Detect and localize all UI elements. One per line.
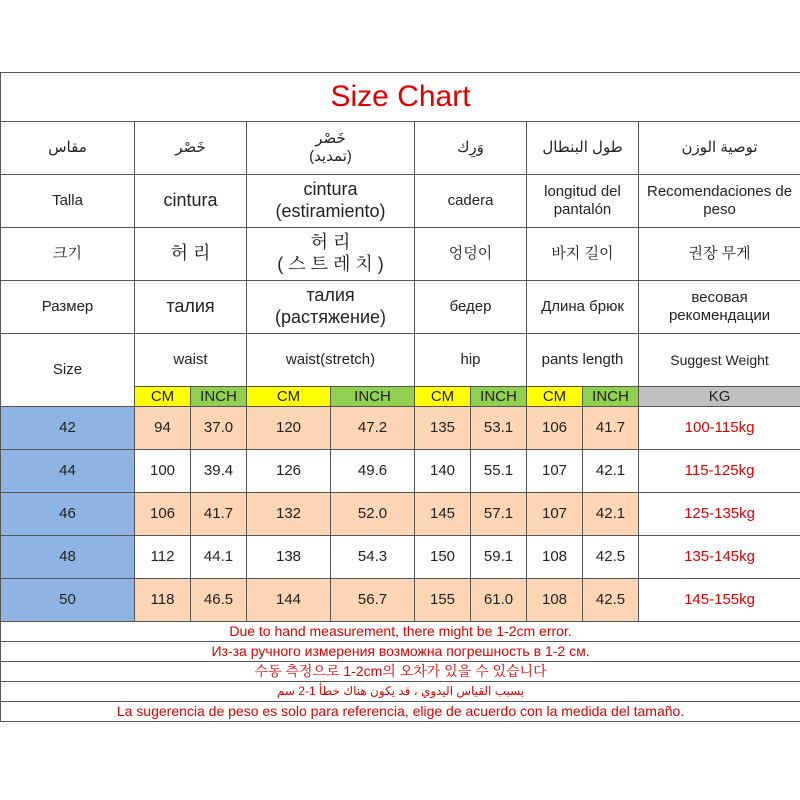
value-cell-len-in: 42.5 — [583, 579, 639, 622]
value-cell-stretch-cm: 144 — [247, 579, 331, 622]
value-cell-waist-cm: 100 — [135, 450, 191, 493]
title-row — [1, 73, 800, 122]
value-cell-waist-in: 46.5 — [191, 579, 247, 622]
header-en-size: Size — [1, 334, 135, 407]
note-row — [1, 622, 800, 642]
header-en-hip: hip — [415, 334, 527, 387]
unit-inch: INCH — [471, 387, 527, 407]
header-ar-waist: خَصْر — [135, 122, 247, 175]
value-cell-stretch-in: 47.2 — [331, 407, 415, 450]
note-text: 수동 측정으로 1-2cm의 오차가 있을 수 있습니다 — [1, 662, 800, 682]
weight-cell: 115-125kg — [639, 450, 800, 493]
note-row — [1, 662, 800, 682]
weight-cell: 125-135kg — [639, 493, 800, 536]
size-cell: 42 — [1, 407, 135, 450]
header-ar-hip: وَرِك — [415, 122, 527, 175]
header-row-es — [1, 175, 800, 228]
note-row — [1, 682, 800, 702]
note-text: Due to hand measurement, there might be 1-2cm error. — [1, 622, 800, 642]
weight-cell: 135-145kg — [639, 536, 800, 579]
size-cell: 48 — [1, 536, 135, 579]
size-cell: 50 — [1, 579, 135, 622]
value-cell-hip-cm: 155 — [415, 579, 471, 622]
size-chart-table — [0, 72, 800, 722]
header-ko-pants-length: 바지 길이 — [527, 228, 639, 281]
header-ru-waist-stretch: талия (растяжение) — [247, 281, 415, 334]
value-cell-hip-in: 61.0 — [471, 579, 527, 622]
table-row — [1, 579, 800, 622]
unit-cm: CM — [247, 387, 331, 407]
header-ru-pants-length: Длина брюк — [527, 281, 639, 334]
value-cell-hip-cm: 135 — [415, 407, 471, 450]
value-cell-waist-cm: 94 — [135, 407, 191, 450]
weight-cell: 100-115kg — [639, 407, 800, 450]
value-cell-len-in: 42.1 — [583, 450, 639, 493]
value-cell-stretch-in: 54.3 — [331, 536, 415, 579]
value-cell-len-cm: 106 — [527, 407, 583, 450]
value-cell-stretch-in: 52.0 — [331, 493, 415, 536]
value-cell-stretch-cm: 126 — [247, 450, 331, 493]
value-cell-len-cm: 107 — [527, 450, 583, 493]
note-text: La sugerencia de peso es solo para referencia, elige de acuerdo con la medida del tamaño. — [1, 702, 800, 722]
value-cell-stretch-cm: 138 — [247, 536, 331, 579]
unit-cm: CM — [135, 387, 191, 407]
value-cell-hip-in: 55.1 — [471, 450, 527, 493]
unit-cm: CM — [415, 387, 471, 407]
header-ko-waist-stretch: 허 리 ( 스 트 레 치 ) — [247, 228, 415, 281]
header-es-hip: cadera — [415, 175, 527, 228]
header-ru-suggest-weight: весовая рекомендации — [639, 281, 800, 334]
table-row — [1, 536, 800, 579]
value-cell-stretch-cm: 132 — [247, 493, 331, 536]
value-cell-waist-cm: 112 — [135, 536, 191, 579]
note-row — [1, 702, 800, 722]
value-cell-waist-in: 44.1 — [191, 536, 247, 579]
header-ar-size: مقاس — [1, 122, 135, 175]
value-cell-hip-cm: 140 — [415, 450, 471, 493]
size-cell: 46 — [1, 493, 135, 536]
value-cell-len-in: 42.5 — [583, 536, 639, 579]
value-cell-hip-cm: 150 — [415, 536, 471, 579]
value-cell-len-cm: 108 — [527, 579, 583, 622]
chart-title: Size Chart — [1, 73, 800, 122]
size-cell: 44 — [1, 450, 135, 493]
value-cell-waist-cm: 118 — [135, 579, 191, 622]
value-cell-len-in: 41.7 — [583, 407, 639, 450]
note-text: بسبب القياس اليدوي ، قد يكون هناك خطأ 1-2 سم — [1, 682, 800, 702]
note-text: Из-за ручного измерения возможна погрешность в 1-2 см. — [1, 642, 800, 662]
value-cell-hip-in: 53.1 — [471, 407, 527, 450]
header-en-suggest-weight: Suggest Weight — [639, 334, 800, 387]
header-ru-size: Размер — [1, 281, 135, 334]
value-cell-hip-in: 59.1 — [471, 536, 527, 579]
value-cell-stretch-cm: 120 — [247, 407, 331, 450]
weight-cell: 145-155kg — [639, 579, 800, 622]
value-cell-waist-in: 37.0 — [191, 407, 247, 450]
header-es-pants-length: longitud del pantalón — [527, 175, 639, 228]
unit-cm: CM — [527, 387, 583, 407]
header-es-suggest-weight: Recomendaciones de peso — [639, 175, 800, 228]
value-cell-waist-in: 41.7 — [191, 493, 247, 536]
value-cell-waist-cm: 106 — [135, 493, 191, 536]
header-ru-hip: бедер — [415, 281, 527, 334]
header-ar-waist-stretch: خَصْر (تمديد) — [247, 122, 415, 175]
value-cell-waist-in: 39.4 — [191, 450, 247, 493]
header-ko-size: 크기 — [1, 228, 135, 281]
header-ko-hip: 엉덩이 — [415, 228, 527, 281]
value-cell-stretch-in: 56.7 — [331, 579, 415, 622]
header-en-waist-stretch: waist(stretch) — [247, 334, 415, 387]
value-cell-len-cm: 108 — [527, 536, 583, 579]
header-ko-suggest-weight: 권장 무게 — [639, 228, 800, 281]
unit-kg: KG — [639, 387, 800, 407]
value-cell-hip-in: 57.1 — [471, 493, 527, 536]
table-row — [1, 407, 800, 450]
header-ar-pants-length: طول البنطال — [527, 122, 639, 175]
header-row-ko — [1, 228, 800, 281]
unit-inch: INCH — [331, 387, 415, 407]
header-es-waist-stretch: cintura (estiramiento) — [247, 175, 415, 228]
note-row — [1, 642, 800, 662]
header-ar-suggest-weight: توصية الوزن — [639, 122, 800, 175]
table-row — [1, 450, 800, 493]
header-ko-waist: 허 리 — [135, 228, 247, 281]
header-en-waist: waist — [135, 334, 247, 387]
header-ru-waist: талия — [135, 281, 247, 334]
value-cell-len-cm: 107 — [527, 493, 583, 536]
header-row-ru — [1, 281, 800, 334]
header-es-waist: cintura — [135, 175, 247, 228]
value-cell-hip-cm: 145 — [415, 493, 471, 536]
value-cell-stretch-in: 49.6 — [331, 450, 415, 493]
unit-inch: INCH — [583, 387, 639, 407]
value-cell-len-in: 42.1 — [583, 493, 639, 536]
header-es-size: Talla — [1, 175, 135, 228]
unit-inch: INCH — [191, 387, 247, 407]
header-row-ar — [1, 122, 800, 175]
header-row-en — [1, 334, 800, 387]
table-row — [1, 493, 800, 536]
header-en-pants-length: pants length — [527, 334, 639, 387]
